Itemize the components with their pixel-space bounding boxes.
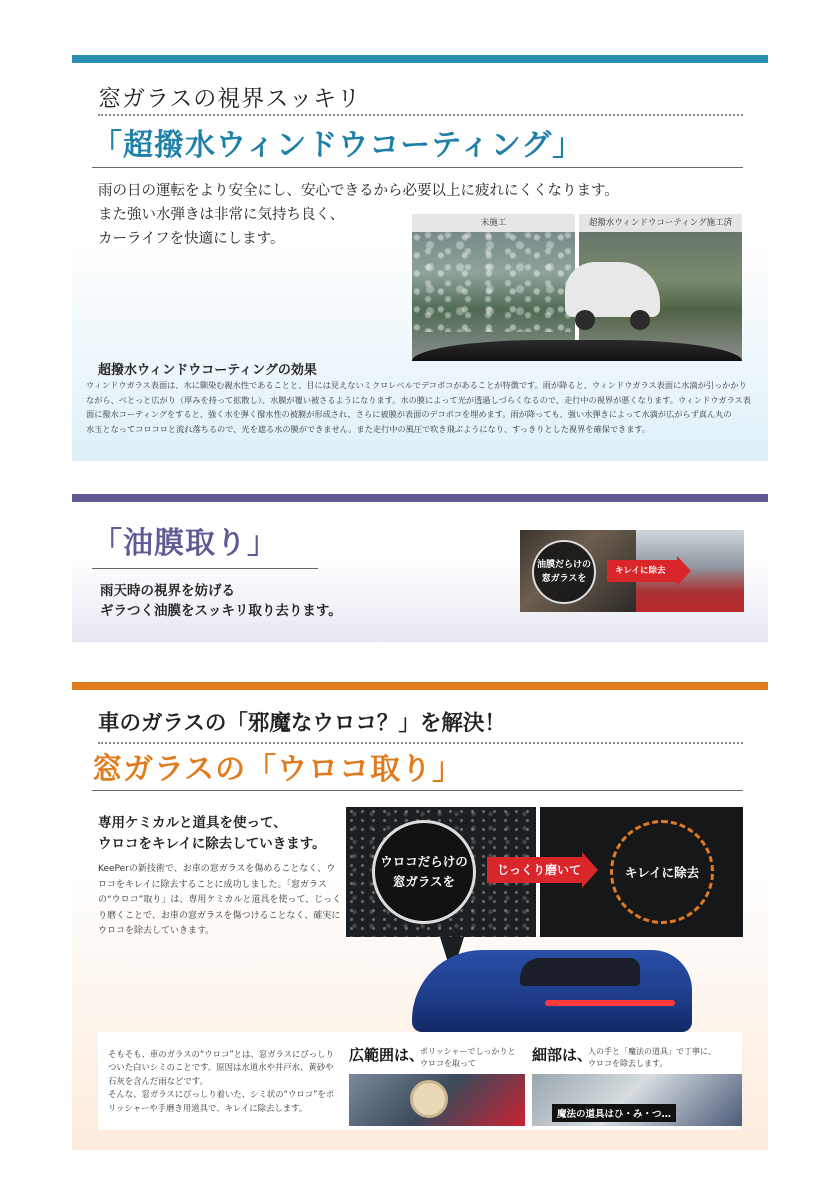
scale-body-line: ロコをキレイに除去することに成功しました。「窓ガラス xyxy=(98,879,327,890)
effect-line: 面に撥水コーティングをすると、強く水を弾く撥水性の被膜が形成され、さらに被膜が表面のデコボコを埋めます。雨が降っても、強い水弾きによって水滴が広がらず真ん丸の xyxy=(86,409,732,420)
detail-heading: 細部は、 xyxy=(532,1046,593,1064)
explanation-line: そもそも、車のガラスの“ウロコ”とは、窓ガラスにびっしり xyxy=(108,1049,334,1059)
scale-body-line: KeePerの新技術で、お車の窓ガラスを傷めることなく、ウ xyxy=(98,864,336,874)
oil-film-lead-line: 雨天時の視界を妨げる xyxy=(100,583,235,599)
wide-area-note: ウロコを取って xyxy=(420,1059,476,1068)
magic-tool-caption: 魔法の道具はひ・み・つ… xyxy=(552,1104,676,1122)
wide-area-note: ポリッシャーでしっかりと xyxy=(420,1047,516,1056)
explanation-line: 石灰を含んだ雨などです。 xyxy=(108,1075,208,1086)
coating-lead-line: カーライフを快適にします。 xyxy=(98,231,285,247)
scale-explanation xyxy=(108,1048,348,1115)
title-underline xyxy=(92,167,743,168)
oily-glass-badge xyxy=(532,540,596,604)
dotted-divider xyxy=(98,114,743,116)
detail-note: ウロコを除去します。 xyxy=(588,1059,668,1068)
coating-subtitle: 窓ガラスの視界スッキリ xyxy=(98,86,362,112)
effect-line: ウィンドウガラス表面は、水に馴染む親水性であることと、目には見えないミクロレベルでデコボコがあることが特徴です。雨が降ると、ウィンドウガラス表面に水滴が引っかかり xyxy=(86,380,747,390)
polish-arrow: じっくり磨いて xyxy=(487,857,582,883)
scale-title: 窓ガラスの「ウロコ取り」 xyxy=(92,752,464,787)
badge-text: 油膜だらけの xyxy=(536,560,591,570)
tail-light xyxy=(545,1000,675,1006)
treated-label: 超撥水ウィンドウコーティング施工済 xyxy=(579,214,742,232)
oil-film-title: 「油膜取り」 xyxy=(92,526,278,561)
wheel xyxy=(630,310,650,330)
effect-line: 水玉となってコロコロと流れ落ちるので、光を遮る水の膜ができません。また走行中の風圧で吹き飛ぶようになり、すっきりとした視界を確保できます。 xyxy=(86,423,651,434)
polisher-pad xyxy=(410,1080,448,1118)
rain-drops xyxy=(412,232,575,332)
effect-description xyxy=(86,378,754,448)
scale-body-line: ウロコを除去していきます。 xyxy=(98,926,215,936)
explanation-line: リッシャーや手磨き用道具で、キレイに除去します。 xyxy=(108,1102,308,1113)
section-divider-purple xyxy=(72,494,768,502)
coating-lead-line: また強い水弾きは非常に気持ち良く、 xyxy=(98,207,345,223)
wide-area-heading: 広範囲は、 xyxy=(349,1046,425,1064)
section-divider-orange xyxy=(72,682,768,690)
oil-film-lead-line: ギラつく油膜をスッキリ取り去ります。 xyxy=(100,603,342,619)
section-divider-teal xyxy=(72,55,768,63)
scale-lead-line: 専用ケミカルと道具を使って、 xyxy=(98,815,287,831)
clean-arrow: キレイに除去 xyxy=(607,560,677,582)
coating-lead-line: 雨の日の運転をより安全にし、安心できるから必要以上に疲れにくくなります。 xyxy=(98,183,619,199)
scaled-glass-badge xyxy=(372,820,476,924)
scale-body-line: の“ウロコ”取り」は、専用ケミカルと道具を使って、じっく xyxy=(98,895,342,905)
coating-title: 「超撥水ウィンドウコーティング」 xyxy=(92,128,584,163)
explanation-line: そんな、窓ガラスにびっしり着いた、シミ状の“ウロコ”をポ xyxy=(108,1089,335,1100)
rear-window xyxy=(520,958,640,986)
explanation-line: ついた白いシミのことです。原因は水道水や井戸水、黄砂や xyxy=(108,1062,334,1073)
wheel xyxy=(575,310,595,330)
scale-body-line: り磨くことで、お車の窓ガラスを傷つけることなく、確実に xyxy=(98,910,341,921)
badge-text: 窓ガラスを xyxy=(541,574,587,584)
badge-text: ウロコだらけの xyxy=(380,854,468,869)
effect-line: ながら、べとっと広がり（厚みを持って拡散し）、水膜が覆い被さるようになります。水の膜によって光が透過しづらくなるので、走行中の視界が悪くなります。ウィンドウガラス表 xyxy=(86,394,751,405)
untreated-label: 未施工 xyxy=(412,214,575,232)
effect-heading: 超撥水ウィンドウコーティングの効果 xyxy=(98,363,317,378)
detail-note: 人の手と「魔法の道具」で丁寧に、 xyxy=(588,1047,716,1056)
badge-text: 窓ガラスを xyxy=(392,874,456,889)
scale-lead-line: ウロコをキレイに除去していきます。 xyxy=(98,836,326,852)
scale-description xyxy=(98,862,342,940)
title-underline xyxy=(92,790,743,791)
clean-result-badge: キレイに除去 xyxy=(610,820,714,924)
title-underline xyxy=(92,568,318,569)
scale-subtitle: 車のガラスの「邪魔なウロコ？」を解決！ xyxy=(98,711,506,736)
